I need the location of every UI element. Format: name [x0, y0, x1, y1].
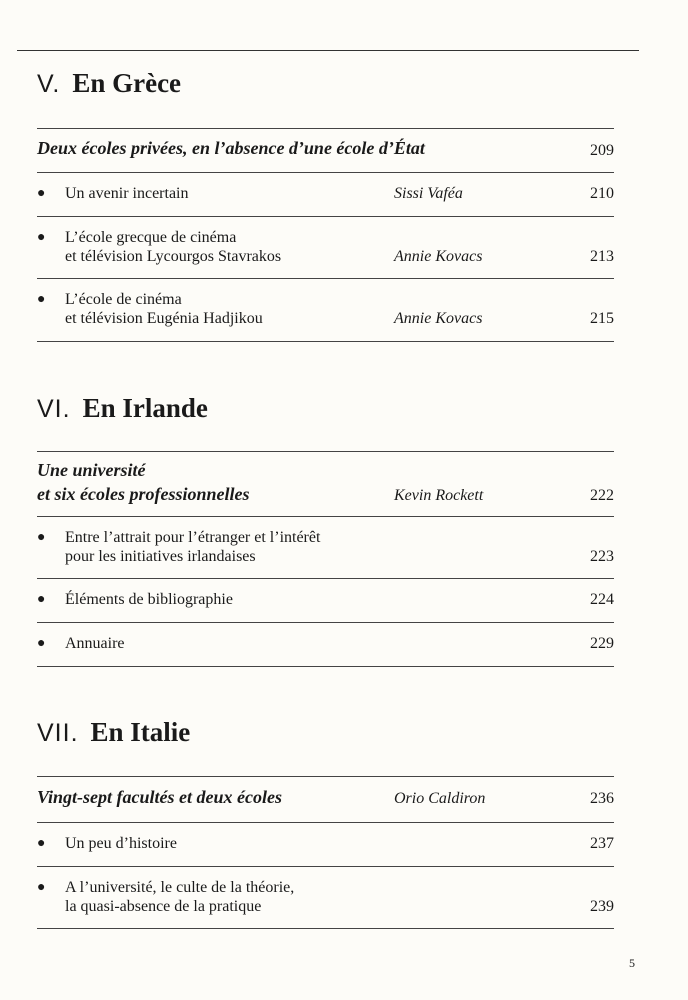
top-rule — [17, 50, 639, 51]
bullet: ● — [37, 636, 46, 651]
page-number: 229 — [590, 635, 614, 652]
divider — [37, 822, 614, 823]
section-heading — [37, 68, 181, 99]
page-number: 222 — [590, 487, 614, 504]
page-number: 210 — [590, 185, 614, 202]
lead-author: Kevin Rockett — [394, 487, 484, 504]
divider — [37, 451, 614, 452]
entry-title: A l’université, le culte de la théorie, la quasi-absence de la pratique — [65, 879, 295, 915]
divider — [37, 578, 614, 579]
section-title: En Irlande — [82, 393, 208, 423]
entry-author: Sissi Vaféa — [394, 185, 463, 202]
divider — [37, 776, 614, 777]
section-number: V. — [37, 70, 61, 98]
divider — [37, 341, 614, 342]
section-title: En Grèce — [72, 68, 182, 98]
section-number: VII. — [37, 719, 79, 747]
bullet: ● — [37, 292, 46, 307]
section-heading — [37, 717, 190, 748]
bullet: ● — [37, 836, 46, 851]
divider — [37, 666, 614, 667]
lead-title: Vingt-sept facultés et deux écoles — [37, 787, 282, 807]
entry-title: Entre l’attrait pour l’étranger et l’intérêt pour les initiatives irlandaises — [65, 529, 321, 565]
divider — [37, 128, 614, 129]
page-folio: 5 — [629, 956, 635, 970]
bullet: ● — [37, 592, 46, 607]
bullet: ● — [37, 230, 46, 245]
entry-title: Annuaire — [65, 635, 125, 652]
divider — [37, 516, 614, 517]
bullet: ● — [37, 186, 46, 201]
section-number: VI. — [37, 395, 71, 423]
divider — [37, 928, 614, 929]
page-number: 223 — [590, 548, 614, 565]
divider — [37, 278, 614, 279]
section-title: En Italie — [90, 717, 191, 747]
entry-title: L’école de cinéma et télévision Eugénia Hadjikou — [65, 291, 263, 327]
page-number: 215 — [590, 310, 614, 327]
divider — [37, 866, 614, 867]
divider — [37, 216, 614, 217]
page-number: 209 — [590, 142, 614, 159]
bullet: ● — [37, 880, 46, 895]
entry-title: Un peu d’histoire — [65, 835, 177, 852]
lead-author: Orio Caldiron — [394, 790, 486, 807]
lead-title: Deux écoles privées, en l’absence d’une école d’État — [37, 138, 425, 158]
entry-author: Annie Kovacs — [394, 310, 483, 327]
page-number: 236 — [590, 790, 614, 807]
section-heading — [37, 393, 208, 424]
entry-author: Annie Kovacs — [394, 248, 483, 265]
divider — [37, 172, 614, 173]
divider — [37, 622, 614, 623]
page-number: 213 — [590, 248, 614, 265]
lead-title: Une université et six écoles professionnelles — [37, 460, 250, 504]
entry-title: Un avenir incertain — [65, 185, 189, 202]
page-number: 224 — [590, 591, 614, 608]
page-number: 237 — [590, 835, 614, 852]
entry-title: Éléments de bibliographie — [65, 591, 233, 608]
page-number: 239 — [590, 898, 614, 915]
entry-title: L’école grecque de cinéma et télévision Lycourgos Stavrakos — [65, 229, 282, 265]
bullet: ● — [37, 530, 46, 545]
